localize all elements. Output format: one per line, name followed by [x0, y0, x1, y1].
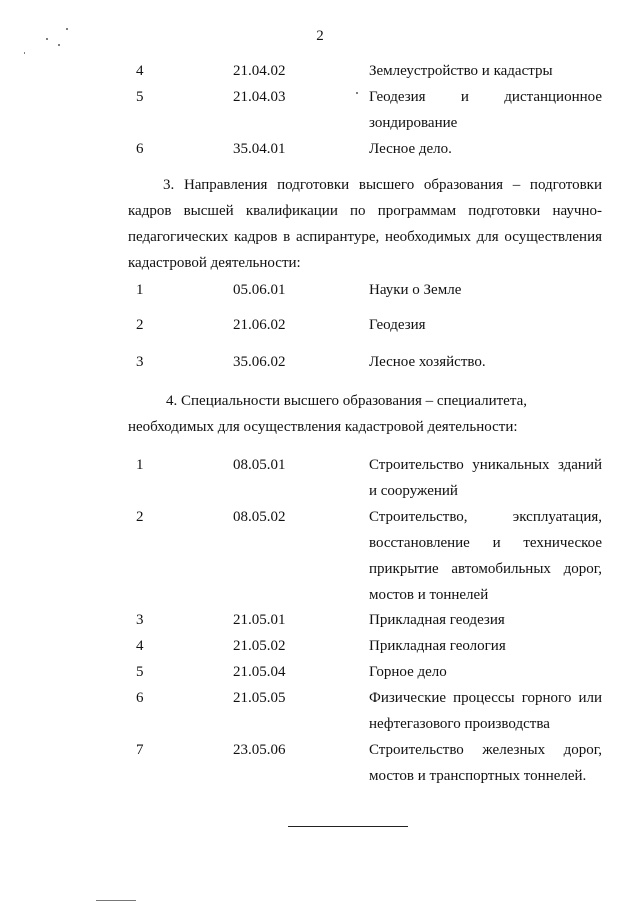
row-number: 3 [136, 354, 144, 370]
row-number: 2 [136, 509, 144, 525]
heading-line: педагогических кадров в аспирантуре, необходимых для осуществления [128, 229, 602, 245]
row-code: 08.05.01 [233, 457, 286, 473]
scan-speck [46, 38, 48, 40]
row-name [369, 136, 602, 162]
row-name-line: Строительство, эксплуатация, [369, 509, 602, 525]
row-code: 21.04.03 [233, 89, 286, 105]
row-name [369, 349, 602, 375]
row-code: 21.04.02 [233, 63, 286, 79]
row-name [369, 504, 602, 608]
row-name [369, 633, 602, 659]
row-name [369, 452, 602, 504]
row-number: 5 [136, 664, 144, 680]
row-name-line: и сооружений [369, 483, 458, 499]
row-name [369, 685, 602, 737]
heading-line: 3. Направления подготовки высшего образования – подготовки [163, 177, 602, 193]
row-name-line: Землеустройство и кадастры [369, 63, 553, 79]
row-name-line: Лесное хозяйство. [369, 354, 486, 370]
scan-speck [24, 52, 25, 54]
row-code: 35.06.02 [233, 354, 286, 370]
row-name [369, 607, 602, 633]
row-name-line: Геодезия [369, 317, 426, 333]
row-code: 21.06.02 [233, 317, 286, 333]
row-number: 6 [136, 690, 144, 706]
row-name-line: Горное дело [369, 664, 447, 680]
row-name [369, 312, 602, 338]
row-name-line: Прикладная геология [369, 638, 506, 654]
row-code: 21.05.04 [233, 664, 286, 680]
row-name-line: Прикладная геодезия [369, 612, 505, 628]
row-name-line: Физические процессы горного или [369, 690, 602, 706]
scan-edge-mark [96, 900, 136, 901]
row-code: 23.05.06 [233, 742, 286, 758]
section-4-heading [128, 388, 602, 440]
row-code: 21.05.01 [233, 612, 286, 628]
row-code: 21.05.05 [233, 690, 286, 706]
row-code: 08.05.02 [233, 509, 286, 525]
row-name-line: мостов и тоннелей [369, 587, 489, 603]
row-code: 21.05.02 [233, 638, 286, 654]
row-number: 1 [136, 282, 144, 298]
heading-line: 4. Специальности высшего образования – специалитета, [166, 393, 527, 409]
row-name [369, 737, 602, 789]
row-code: 05.06.01 [233, 282, 286, 298]
row-name [369, 277, 602, 303]
footnote-rule [288, 826, 408, 827]
row-name-line: мостов и транспортных тоннелей. [369, 768, 587, 784]
section-3-heading [128, 172, 602, 276]
row-name [369, 84, 602, 136]
row-code: 35.04.01 [233, 141, 286, 157]
row-name-line: Строительство уникальных зданий [369, 457, 602, 473]
row-number: 4 [136, 638, 144, 654]
row-name-line: восстановление и техническое [369, 535, 602, 551]
scan-speck [356, 92, 358, 94]
row-number: 6 [136, 141, 144, 157]
row-number: 2 [136, 317, 144, 333]
scan-speck [58, 44, 60, 46]
row-name-line: нефтегазового производства [369, 716, 550, 732]
row-name [369, 659, 602, 685]
row-name-line: зондирование [369, 115, 458, 131]
row-number: 3 [136, 612, 144, 628]
heading-line: кадров высшей квалификации по программам подготовки научно- [128, 203, 602, 219]
heading-line: необходимых для осуществления кадастровой деятельности: [128, 419, 518, 435]
page-number: 2 [316, 28, 324, 44]
row-name [369, 58, 602, 84]
row-name-line: Геодезия и дистанционное [369, 89, 602, 105]
row-name-line: Науки о Земле [369, 282, 462, 298]
row-number: 7 [136, 742, 144, 758]
row-number: 5 [136, 89, 144, 105]
row-number: 1 [136, 457, 144, 473]
row-name-line: Лесное дело. [369, 141, 452, 157]
heading-line: кадастровой деятельности: [128, 255, 301, 271]
row-name-line: Строительство железных дорог, [369, 742, 602, 758]
row-number: 4 [136, 63, 144, 79]
row-name-line: прикрытие автомобильных дорог, [369, 561, 602, 577]
scan-speck [66, 28, 68, 30]
